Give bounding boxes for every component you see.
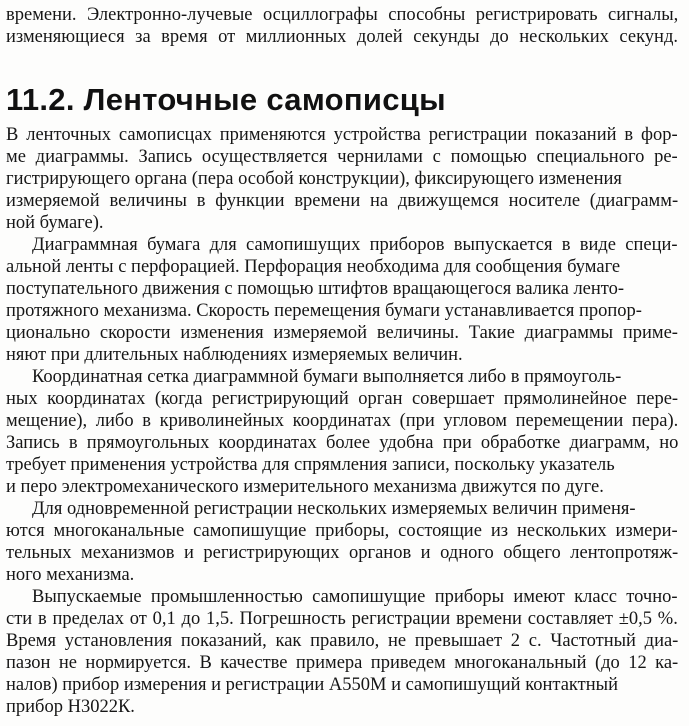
intro-line-2: изменяющиеся за время от миллионных долей секунды до нескольких секунд. [6,27,678,47]
paragraph-4-line-3: тельных механизмов и регистрирующих органов и одного общего лентопротяж- [6,543,679,563]
paragraph-1-line-1: В ленточных самописцах применяются устройства регистрации показаний в фор- [6,125,678,145]
paragraph-5-line-2: сти в пределах от 0,1 до 1,5. Погрешность регистрации времени составляет ±0,5 %. [6,609,678,629]
paragraph-2-line-2: альной ленты с перфорацией. Перфорация необходима для сообщения бумаге [6,257,621,277]
paragraph-2-line-1: Диаграммная бумага для самопишущих приборов выпускается в виде специ- [32,235,678,255]
paragraph-2-line-5: ционально скорости изменения измеряемой величины. Такие диаграммы приме- [6,323,678,343]
paragraph-5-line-3: Время установления показаний, как правило, не превышает 2 с. Частотный диа- [6,631,679,651]
section-heading: 11.2. Ленточные самописцы [6,82,446,117]
paragraph-1-line-4: измеряемой величины в функции времени на движущемся носителе (диаграмм- [6,191,679,211]
paragraph-4-line-4: ного механизма. [6,565,135,585]
paragraph-3-line-2: ных координатах (когда регистрирующий орган совершает прямолинейное пере- [6,389,679,409]
paragraph-2-line-4: протяжного механизма. Скорость перемещения бумаги устанавливается пропор- [6,301,642,321]
paragraph-4-line-1: Для одновременной регистрации нескольких измеряемых величин применя- [32,499,636,519]
paragraph-3-line-1: Координатная сетка диаграммной бумаги выполняется либо в прямоуголь- [32,367,622,387]
paragraph-1-line-5: ной бумаге). [6,213,104,233]
paragraph-2-line-6: няют при длительных наблюдениях измеряемых величин. [6,345,463,365]
paragraph-3-line-4: Запись в прямоугольных координатах более удобна при обработке диаграмм, но [6,433,679,453]
paragraph-3-line-6: и перо электромеханического измерительного механизма движутся по дуге. [6,477,604,497]
paragraph-3-line-3: мещение), либо в криволинейных координатах (при угловом перемещении пера). [6,411,679,431]
paragraph-5-line-4: пазон не нормируется. В качестве примера приведем многоканальный (до 12 ка- [6,653,679,673]
paragraph-1-line-2: ме диаграммы. Запись осуществляется чернилами с помощью специального ре- [6,147,678,167]
paragraph-3-line-5: требует применения устройства для спрямления записи, поскольку указатель [6,455,615,475]
intro-line-1: времени. Электронно-лучевые осциллографы способны регистрировать сигналы, [6,5,679,25]
paragraph-4-line-2: ются многоканальные самопишущие приборы, состоящие из нескольких измери- [6,521,678,541]
paragraph-1-line-3: гистрирующего органа (пера особой конструкции), фиксирующего изменения [6,169,622,189]
paragraph-5-line-6: прибор Н3022К. [6,697,135,717]
paragraph-5-line-5: налов) прибор измерения и регистрации А550М и самопишущий контактный [6,675,618,695]
paragraph-2-line-3: поступательного движения с помощью штифтов вращающегося валика ленто- [6,279,625,299]
paragraph-5-line-1: Выпускаемые промышленностью самопишущие приборы имеют класс точно- [32,587,678,607]
